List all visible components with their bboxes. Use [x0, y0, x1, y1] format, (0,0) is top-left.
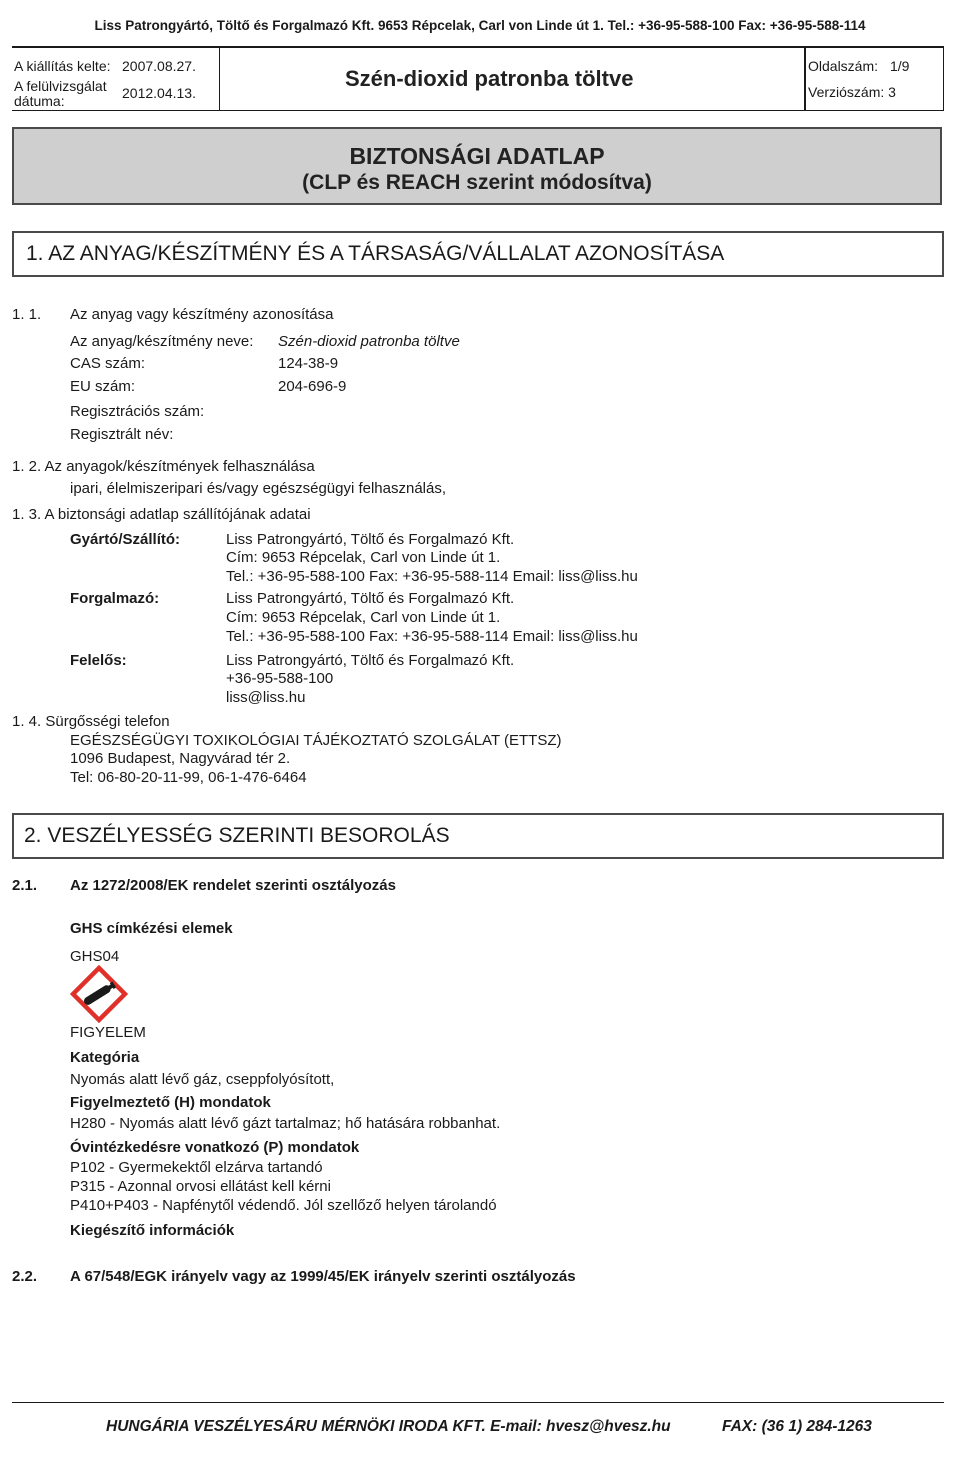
category-title: Kategória [70, 1049, 140, 1066]
hazard-statements-title: Figyelmeztető (H) mondatok [70, 1094, 271, 1111]
category-text: Nyomás alatt lévő gáz, cseppfolyósított, [70, 1071, 335, 1088]
ghs-code: GHS04 [70, 948, 120, 965]
manufacturer-label: Gyártó/Szállító: [70, 531, 181, 548]
subsection-2-1-title: Az 1272/2008/EK rendelet szerinti osztályozás [70, 877, 396, 894]
manufacturer-contact: Tel.: +36-95-588-100 Fax: +36-95-588-114 Email: liss@liss.hu [226, 568, 638, 585]
eu-value: 204-696-9 [278, 378, 347, 395]
review-date-label-1: A felülvizsgálat [14, 78, 107, 94]
manufacturer-name: Liss Patrongyártó, Töltő és Forgalmazó Kft. [226, 531, 515, 548]
distributor-address: Cím: 9653 Répcelak, Carl von Linde út 1. [226, 609, 501, 626]
section-2-header [12, 813, 944, 859]
product-name-value: Szén-dioxid patronba töltve [278, 333, 460, 350]
cas-label: CAS szám: [70, 355, 146, 372]
usage-text: ipari, élelmiszeripari és/vagy egészségügyi felhasználás, [70, 480, 447, 497]
ghs04-gas-cylinder-icon [70, 965, 128, 1023]
subsection-1-3-title: 1. 3. A biztonsági adatlap szállítójának adatai [12, 506, 311, 523]
company-header-line: Liss Patrongyártó, Töltő és Forgalmazó Kft. 9653 Répcelak, Carl von Linde út 1. Tel.: +36-95-588-100 Fax: +36-95-588-114 [94, 18, 866, 33]
footer-rule [12, 1402, 944, 1403]
manufacturer-address: Cím: 9653 Répcelak, Carl von Linde út 1. [226, 549, 501, 566]
subsection-2-2-number: 2.2. [12, 1268, 38, 1285]
precautionary-statements-title: Óvintézkedésre vonatkozó (P) mondatok [70, 1139, 360, 1156]
signal-word: FIGYELEM [70, 1024, 146, 1041]
distributor-name: Liss Patrongyártó, Töltő és Forgalmazó Kft. [226, 590, 515, 607]
header-divider-left [219, 48, 220, 110]
cas-value: 124-38-9 [278, 355, 339, 372]
responsible-email: liss@liss.hu [226, 689, 306, 706]
header-divider-right [804, 48, 806, 110]
subsection-1-4-title: 1. 4. Sürgősségi telefon [12, 713, 170, 730]
version-number: Verziószám: 3 [808, 84, 896, 100]
responsible-name: Liss Patrongyártó, Töltő és Forgalmazó Kft. [226, 652, 515, 669]
ghs-elements-title: GHS címkézési elemek [70, 920, 233, 937]
distributor-label: Forgalmazó: [70, 590, 160, 607]
section-1-title: 1. AZ ANYAG/KÉSZÍTMÉNY ÉS A TÁRSASÁG/VÁLLALAT AZONOSÍTÁSA [26, 242, 725, 265]
additional-info-title: Kiegészítő információk [70, 1222, 235, 1239]
hazard-statement-h280: H280 - Nyomás alatt lévő gázt tartalmaz; hő hatására robbanhat. [70, 1115, 501, 1132]
emergency-service-name: EGÉSZSÉGÜGYI TOXIKOLÓGIAI TÁJÉKOZTATÓ SZOLGÁLAT (ETTSZ) [70, 732, 562, 749]
subsection-1-2-title: 1. 2. Az anyagok/készítmények felhasználása [12, 458, 315, 475]
responsible-label: Felelős: [70, 652, 127, 669]
emergency-phone: Tel: 06-80-20-11-99, 06-1-476-6464 [70, 769, 307, 786]
emergency-address: 1096 Budapest, Nagyvárad tér 2. [70, 750, 291, 767]
review-date-label-2: dátuma: [14, 93, 65, 109]
subsection-2-2-title: A 67/548/EGK irányelv vagy az 1999/45/EK irányelv szerinti osztályozás [70, 1268, 576, 1285]
issue-date: 2007.08.27. [122, 58, 196, 74]
precautionary-statement-p102: P102 - Gyermekektől elzárva tartandó [70, 1159, 323, 1176]
document-banner [12, 127, 942, 205]
responsible-phone: +36-95-588-100 [226, 670, 334, 687]
precautionary-statement-p315: P315 - Azonnal orvosi ellátást kell kérni [70, 1178, 331, 1195]
banner-subtitle: (CLP és REACH szerint módosítva) [302, 171, 652, 194]
document-title: Szén-dioxid patronba töltve [345, 66, 634, 91]
subsection-1-1-title: Az anyag vagy készítmény azonosítása [70, 306, 334, 323]
eu-label: EU szám: [70, 378, 136, 395]
page-number: 1/9 [890, 58, 910, 74]
registration-number-label: Regisztrációs szám: [70, 403, 205, 420]
precautionary-statement-p410-p403: P410+P403 - Napfénytől védendő. Jól szellőző helyen tárolandó [70, 1197, 497, 1214]
subsection-2-1-number: 2.1. [12, 877, 38, 894]
product-name-label: Az anyag/készítmény neve: [70, 333, 254, 350]
page-number-label: Oldalszám: [808, 58, 879, 74]
section-2-title: 2. VESZÉLYESSÉG SZERINTI BESOROLÁS [24, 824, 450, 847]
footer-company: HUNGÁRIA VESZÉLYESÁRU MÉRNÖKI IRODA KFT. E-mail: hvesz@hvesz.hu [106, 1418, 671, 1435]
footer-fax: FAX: (36 1) 284-1263 [722, 1418, 872, 1435]
subsection-1-1-number: 1. 1. [12, 306, 42, 323]
header-right-edge [943, 48, 944, 110]
review-date: 2012.04.13. [122, 85, 196, 101]
header-bottom-rule [12, 110, 944, 111]
section-1-header [12, 231, 944, 277]
registered-name-label: Regisztrált név: [70, 426, 174, 443]
banner-title: BIZTONSÁGI ADATLAP [349, 143, 605, 169]
distributor-contact: Tel.: +36-95-588-100 Fax: +36-95-588-114 Email: liss@liss.hu [226, 628, 638, 645]
issue-date-label: A kiállítás kelte: [14, 58, 111, 74]
